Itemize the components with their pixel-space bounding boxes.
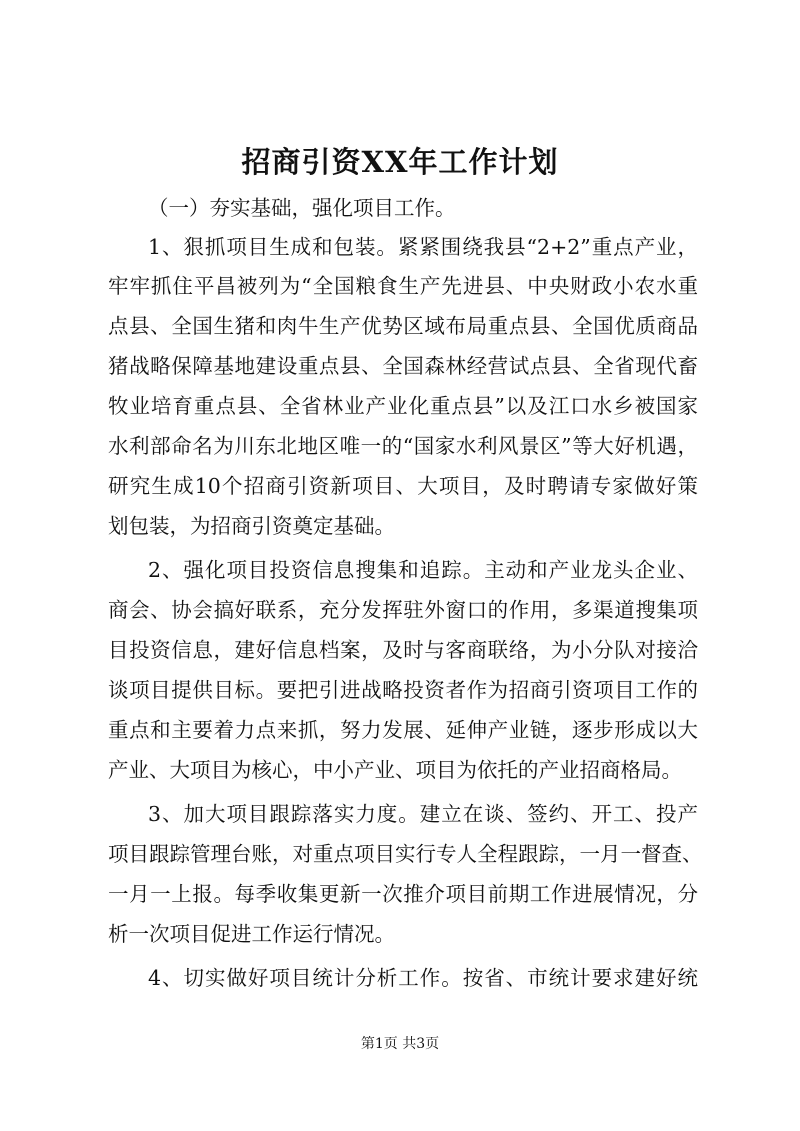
paragraph-line: 划包装，为招商引资奠定基础。 <box>108 514 395 538</box>
paragraph-line: 目投资信息，建好信息档案，及时与客商联络，为小分队对接洽 <box>108 638 698 662</box>
section-heading: （一）夯实基础，强化项目工作。 <box>148 196 456 220</box>
paragraph-line: 产业、大项目为核心，中小产业、项目为依托的产业招商格局。 <box>108 758 682 782</box>
document-title: 招商引资XX年工作计划 <box>241 145 559 179</box>
paragraph-line: 4、切实做好项目统计分析工作。按省、市统计要求建好统 <box>148 966 698 990</box>
paragraph-line: 一月一上报。每季收集更新一次推介项目前期工作进展情况，分 <box>108 882 698 906</box>
paragraph-line: 1、狠抓项目生成和包装。紧紧围绕我县“2+2”重点产业， <box>148 235 698 259</box>
paragraph-line: 牢牢抓住平昌被列为“全国粮食生产先进县、中央财政小农水重 <box>108 274 698 298</box>
page-number: 第1页 共3页 <box>360 1036 440 1052</box>
paragraph-line: 牧业培育重点县、全省林业产业化重点县”以及江口水乡被国家 <box>108 394 698 418</box>
paragraph-line: 重点和主要着力点来抓，努力发展、延伸产业链，逐步形成以大 <box>108 718 698 742</box>
paragraph-line: 水利部命名为川东北地区唯一的“国家水利风景区”等大好机遇， <box>108 434 698 458</box>
paragraph-line: 商会、协会搞好联系，充分发挥驻外窗口的作用，多渠道搜集项 <box>108 598 698 622</box>
paragraph-line: 项目跟踪管理台账，对重点项目实行专人全程跟踪，一月一督查、 <box>108 842 703 866</box>
paragraph-line: 研究生成10个招商引资新项目、大项目，及时聘请专家做好策 <box>108 474 698 498</box>
paragraph-line: 猪战略保障基地建设重点县、全国森林经营试点县、全省现代畜 <box>108 354 698 378</box>
paragraph-line: 点县、全国生猪和肉牛生产优势区域布局重点县、全国优质商品 <box>108 314 698 338</box>
paragraph-line: 谈项目提供目标。要把引进战略投资者作为招商引资项目工作的 <box>108 678 698 702</box>
paragraph-line: 析一次项目促进工作运行情况。 <box>108 922 395 946</box>
paragraph-line: 2、强化项目投资信息搜集和追踪。主动和产业龙头企业、 <box>148 558 698 582</box>
paragraph-line: 3、加大项目跟踪落实力度。建立在谈、签约、开工、投产 <box>148 802 698 826</box>
